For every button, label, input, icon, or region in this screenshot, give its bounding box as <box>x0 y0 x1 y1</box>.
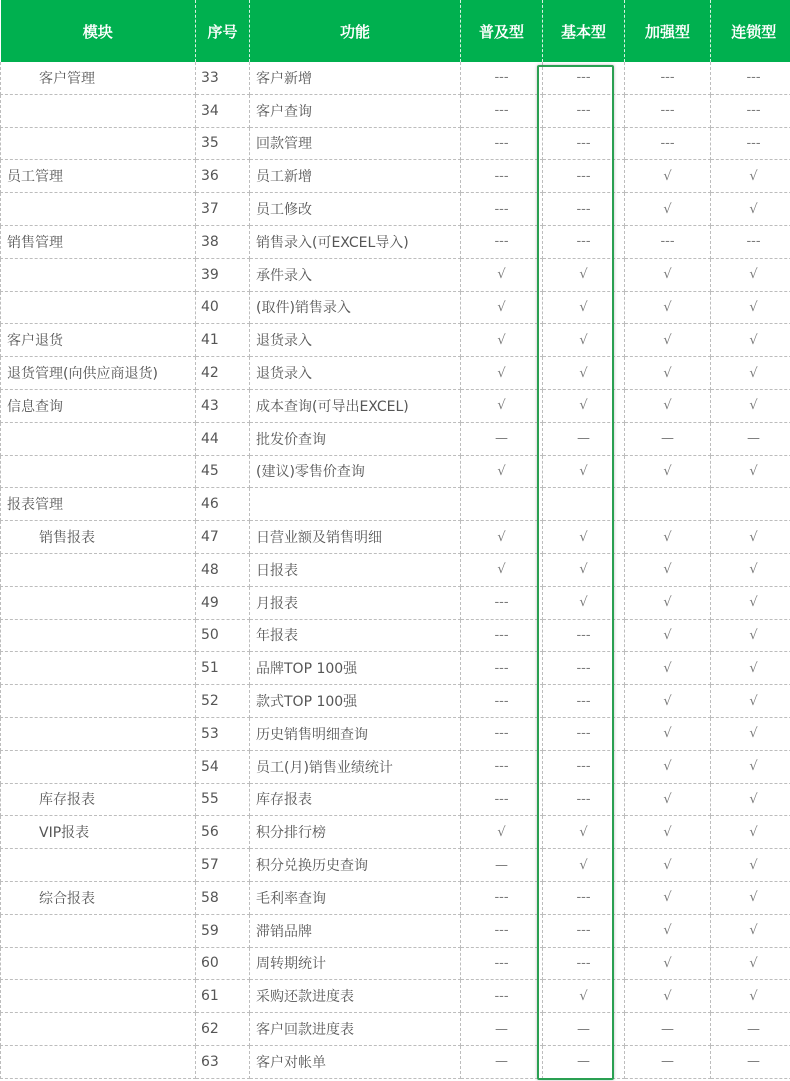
function-cell: 批发价查询 <box>250 422 461 455</box>
number-cell: 35 <box>196 127 250 160</box>
number-cell: 38 <box>196 225 250 258</box>
chain-value-cell: √ <box>711 389 790 422</box>
popular-value-cell: — <box>461 1045 543 1078</box>
number-cell: 37 <box>196 193 250 226</box>
enhanced-value-cell: √ <box>625 783 711 816</box>
table-row <box>1 94 790 127</box>
popular-value-cell: √ <box>461 455 543 488</box>
function-cell: (取件)销售录入 <box>250 291 461 324</box>
popular-value-cell: √ <box>461 521 543 554</box>
module-cell <box>1 193 196 226</box>
popular-value-cell: --- <box>461 62 543 94</box>
number-cell: 63 <box>196 1045 250 1078</box>
module-cell <box>1 291 196 324</box>
enhanced-value-cell: √ <box>625 914 711 947</box>
enhanced-value-cell: √ <box>625 980 711 1013</box>
chain-value-cell: √ <box>711 685 790 718</box>
number-cell: 49 <box>196 586 250 619</box>
number-cell: 41 <box>196 324 250 357</box>
chain-value-cell: √ <box>711 881 790 914</box>
function-cell: 年报表 <box>250 619 461 652</box>
popular-value-cell: --- <box>461 127 543 160</box>
enhanced-value-cell: √ <box>625 389 711 422</box>
module-cell <box>1 685 196 718</box>
basic-value-cell: --- <box>543 94 625 127</box>
enhanced-value-cell: √ <box>625 324 711 357</box>
basic-value-cell: --- <box>543 685 625 718</box>
table-row <box>1 357 790 390</box>
function-cell: 采购还款进度表 <box>250 980 461 1013</box>
basic-value-cell: --- <box>543 127 625 160</box>
number-cell: 57 <box>196 849 250 882</box>
basic-value-cell: --- <box>543 62 625 94</box>
module-cell <box>1 94 196 127</box>
chain-value-cell: √ <box>711 914 790 947</box>
basic-value-cell: √ <box>543 980 625 1013</box>
popular-value-cell: --- <box>461 619 543 652</box>
popular-value-cell: --- <box>461 193 543 226</box>
enhanced-value-cell: √ <box>625 521 711 554</box>
function-cell: 退货录入 <box>250 324 461 357</box>
module-cell <box>1 422 196 455</box>
basic-value-cell: --- <box>543 717 625 750</box>
basic-value-cell: √ <box>543 521 625 554</box>
module-cell <box>1 717 196 750</box>
module-cell <box>1 553 196 586</box>
function-cell: 库存报表 <box>250 783 461 816</box>
module-cell <box>1 947 196 980</box>
function-cell: 客户查询 <box>250 94 461 127</box>
popular-value-cell: — <box>461 849 543 882</box>
function-cell: 款式TOP 100强 <box>250 685 461 718</box>
enhanced-value-cell: √ <box>625 160 711 193</box>
basic-value-cell: — <box>543 1013 625 1046</box>
module-cell <box>1 258 196 291</box>
module-cell: 客户退货 <box>1 324 196 357</box>
popular-value-cell: --- <box>461 881 543 914</box>
enhanced-value-cell: √ <box>625 816 711 849</box>
enhanced-value-cell: √ <box>625 586 711 619</box>
module-cell: 销售报表 <box>1 521 196 554</box>
basic-value-cell: --- <box>543 750 625 783</box>
enhanced-value-cell <box>625 488 711 521</box>
table-row <box>1 1013 790 1046</box>
chain-value-cell: --- <box>711 127 790 160</box>
basic-value-cell: --- <box>543 947 625 980</box>
function-cell: 品牌TOP 100强 <box>250 652 461 685</box>
enhanced-value-cell: — <box>625 422 711 455</box>
number-cell: 34 <box>196 94 250 127</box>
module-cell <box>1 750 196 783</box>
table-row <box>1 816 790 849</box>
header-popular: 普及型 <box>461 0 543 62</box>
popular-value-cell: --- <box>461 586 543 619</box>
basic-value-cell: — <box>543 422 625 455</box>
chain-value-cell: √ <box>711 980 790 1013</box>
function-cell: 销售录入(可EXCEL导入) <box>250 225 461 258</box>
table-row <box>1 783 790 816</box>
enhanced-value-cell: √ <box>625 947 711 980</box>
chain-value-cell: — <box>711 1045 790 1078</box>
basic-value-cell: --- <box>543 652 625 685</box>
popular-value-cell: — <box>461 422 543 455</box>
table-row <box>1 521 790 554</box>
number-cell: 50 <box>196 619 250 652</box>
number-cell: 43 <box>196 389 250 422</box>
module-cell: 客户管理 <box>1 62 196 94</box>
enhanced-value-cell: √ <box>625 553 711 586</box>
popular-value-cell: √ <box>461 389 543 422</box>
popular-value-cell: --- <box>461 717 543 750</box>
module-cell <box>1 1013 196 1046</box>
module-cell: 报表管理 <box>1 488 196 521</box>
function-cell: 员工修改 <box>250 193 461 226</box>
popular-value-cell: --- <box>461 685 543 718</box>
chain-value-cell: √ <box>711 193 790 226</box>
chain-value-cell: --- <box>711 94 790 127</box>
chain-value-cell: √ <box>711 816 790 849</box>
table-row <box>1 422 790 455</box>
function-cell: 客户回款进度表 <box>250 1013 461 1046</box>
basic-value-cell: --- <box>543 881 625 914</box>
enhanced-value-cell: √ <box>625 455 711 488</box>
module-cell <box>1 455 196 488</box>
popular-value-cell: --- <box>461 783 543 816</box>
table-row <box>1 652 790 685</box>
popular-value-cell: --- <box>461 947 543 980</box>
function-cell: 月报表 <box>250 586 461 619</box>
chain-value-cell: √ <box>711 750 790 783</box>
table-row <box>1 488 790 521</box>
table-row <box>1 455 790 488</box>
module-cell: 信息查询 <box>1 389 196 422</box>
popular-value-cell: --- <box>461 225 543 258</box>
number-cell: 59 <box>196 914 250 947</box>
enhanced-value-cell: √ <box>625 357 711 390</box>
function-cell: 历史销售明细查询 <box>250 717 461 750</box>
module-cell: 退货管理(向供应商退货) <box>1 357 196 390</box>
basic-value-cell: --- <box>543 225 625 258</box>
function-cell: 日报表 <box>250 553 461 586</box>
enhanced-value-cell: --- <box>625 94 711 127</box>
enhanced-value-cell: √ <box>625 717 711 750</box>
number-cell: 62 <box>196 1013 250 1046</box>
function-cell: 日营业额及销售明细 <box>250 521 461 554</box>
number-cell: 58 <box>196 881 250 914</box>
basic-value-cell: --- <box>543 619 625 652</box>
table-row <box>1 1045 790 1078</box>
popular-value-cell: √ <box>461 553 543 586</box>
number-cell: 54 <box>196 750 250 783</box>
enhanced-value-cell: √ <box>625 881 711 914</box>
enhanced-value-cell: √ <box>625 193 711 226</box>
table-row <box>1 160 790 193</box>
chain-value-cell: — <box>711 1013 790 1046</box>
function-cell: 积分排行榜 <box>250 816 461 849</box>
module-cell <box>1 127 196 160</box>
module-cell <box>1 914 196 947</box>
table-row <box>1 225 790 258</box>
module-cell: 员工管理 <box>1 160 196 193</box>
number-cell: 46 <box>196 488 250 521</box>
number-cell: 61 <box>196 980 250 1013</box>
module-cell <box>1 980 196 1013</box>
module-cell: 综合报表 <box>1 881 196 914</box>
popular-value-cell <box>461 488 543 521</box>
table-row <box>1 127 790 160</box>
chain-value-cell: √ <box>711 947 790 980</box>
popular-value-cell: --- <box>461 750 543 783</box>
function-cell: 员工(月)销售业绩统计 <box>250 750 461 783</box>
enhanced-value-cell: — <box>625 1013 711 1046</box>
basic-value-cell: √ <box>543 816 625 849</box>
module-cell: 销售管理 <box>1 225 196 258</box>
table-row <box>1 914 790 947</box>
popular-value-cell: --- <box>461 94 543 127</box>
table-row <box>1 193 790 226</box>
chain-value-cell: √ <box>711 586 790 619</box>
table-row <box>1 324 790 357</box>
basic-value-cell: √ <box>543 849 625 882</box>
enhanced-value-cell: √ <box>625 750 711 783</box>
chain-value-cell: √ <box>711 849 790 882</box>
table-row <box>1 553 790 586</box>
table-row <box>1 619 790 652</box>
header-chain: 连锁型 <box>711 0 790 62</box>
chain-value-cell <box>711 488 790 521</box>
number-cell: 52 <box>196 685 250 718</box>
chain-value-cell: √ <box>711 652 790 685</box>
chain-value-cell: √ <box>711 783 790 816</box>
chain-value-cell: — <box>711 422 790 455</box>
table-row <box>1 849 790 882</box>
enhanced-value-cell: √ <box>625 258 711 291</box>
function-cell: 周转期统计 <box>250 947 461 980</box>
enhanced-value-cell: √ <box>625 619 711 652</box>
basic-value-cell: √ <box>543 586 625 619</box>
chain-value-cell: √ <box>711 717 790 750</box>
table-row <box>1 685 790 718</box>
header-row <box>1 0 790 62</box>
number-cell: 55 <box>196 783 250 816</box>
module-cell <box>1 1045 196 1078</box>
enhanced-value-cell: — <box>625 1045 711 1078</box>
number-cell: 33 <box>196 62 250 94</box>
function-cell: 毛利率查询 <box>250 881 461 914</box>
basic-value-cell: √ <box>543 291 625 324</box>
basic-value-cell: — <box>543 1045 625 1078</box>
basic-value-cell: √ <box>543 553 625 586</box>
number-cell: 51 <box>196 652 250 685</box>
table-row <box>1 258 790 291</box>
function-cell: 客户新增 <box>250 62 461 94</box>
number-cell: 60 <box>196 947 250 980</box>
basic-value-cell: √ <box>543 357 625 390</box>
number-cell: 44 <box>196 422 250 455</box>
enhanced-value-cell: √ <box>625 291 711 324</box>
table-row <box>1 389 790 422</box>
header-function: 功能 <box>250 0 461 62</box>
function-cell: 回款管理 <box>250 127 461 160</box>
chain-value-cell: √ <box>711 553 790 586</box>
basic-value-cell: --- <box>543 160 625 193</box>
basic-value-cell: --- <box>543 783 625 816</box>
table-row <box>1 291 790 324</box>
table-row <box>1 750 790 783</box>
popular-value-cell: --- <box>461 160 543 193</box>
basic-value-cell: √ <box>543 258 625 291</box>
module-cell: 库存报表 <box>1 783 196 816</box>
header-enhanced: 加强型 <box>625 0 711 62</box>
table-body <box>1 62 790 1078</box>
basic-value-cell: √ <box>543 324 625 357</box>
chain-value-cell: √ <box>711 357 790 390</box>
number-cell: 48 <box>196 553 250 586</box>
chain-value-cell: --- <box>711 225 790 258</box>
popular-value-cell: --- <box>461 980 543 1013</box>
enhanced-value-cell: --- <box>625 225 711 258</box>
function-cell: 滞销品牌 <box>250 914 461 947</box>
chain-value-cell: √ <box>711 521 790 554</box>
enhanced-value-cell: --- <box>625 127 711 160</box>
table-row <box>1 62 790 94</box>
table-row <box>1 717 790 750</box>
function-cell <box>250 488 461 521</box>
basic-value-cell: √ <box>543 455 625 488</box>
table-row <box>1 586 790 619</box>
popular-value-cell: --- <box>461 914 543 947</box>
enhanced-value-cell: √ <box>625 685 711 718</box>
popular-value-cell: √ <box>461 291 543 324</box>
header-module: 模块 <box>1 0 196 62</box>
header-number: 序号 <box>196 0 250 62</box>
chain-value-cell: √ <box>711 324 790 357</box>
function-cell: 客户对帐单 <box>250 1045 461 1078</box>
table-row <box>1 881 790 914</box>
popular-value-cell: — <box>461 1013 543 1046</box>
basic-value-cell: --- <box>543 914 625 947</box>
enhanced-value-cell: --- <box>625 62 711 94</box>
module-cell <box>1 849 196 882</box>
chain-value-cell: √ <box>711 455 790 488</box>
number-cell: 56 <box>196 816 250 849</box>
function-cell: 承件录入 <box>250 258 461 291</box>
function-cell: (建议)零售价查询 <box>250 455 461 488</box>
function-cell: 退货录入 <box>250 357 461 390</box>
chain-value-cell: √ <box>711 160 790 193</box>
basic-value-cell: --- <box>543 193 625 226</box>
module-cell: VIP报表 <box>1 816 196 849</box>
module-cell <box>1 652 196 685</box>
function-cell: 员工新增 <box>250 160 461 193</box>
table-row <box>1 947 790 980</box>
number-cell: 36 <box>196 160 250 193</box>
popular-value-cell: √ <box>461 816 543 849</box>
number-cell: 39 <box>196 258 250 291</box>
number-cell: 53 <box>196 717 250 750</box>
chain-value-cell: √ <box>711 258 790 291</box>
chain-value-cell: --- <box>711 62 790 94</box>
enhanced-value-cell: √ <box>625 849 711 882</box>
number-cell: 47 <box>196 521 250 554</box>
chain-value-cell: √ <box>711 619 790 652</box>
chain-value-cell: √ <box>711 291 790 324</box>
basic-value-cell: √ <box>543 389 625 422</box>
popular-value-cell: --- <box>461 652 543 685</box>
number-cell: 42 <box>196 357 250 390</box>
basic-value-cell <box>543 488 625 521</box>
function-cell: 成本查询(可导出EXCEL) <box>250 389 461 422</box>
number-cell: 40 <box>196 291 250 324</box>
popular-value-cell: √ <box>461 258 543 291</box>
module-cell <box>1 619 196 652</box>
table-row <box>1 980 790 1013</box>
header-basic: 基本型 <box>543 0 625 62</box>
enhanced-value-cell: √ <box>625 652 711 685</box>
function-cell: 积分兑换历史查询 <box>250 849 461 882</box>
module-cell <box>1 586 196 619</box>
popular-value-cell: √ <box>461 324 543 357</box>
number-cell: 45 <box>196 455 250 488</box>
popular-value-cell: √ <box>461 357 543 390</box>
